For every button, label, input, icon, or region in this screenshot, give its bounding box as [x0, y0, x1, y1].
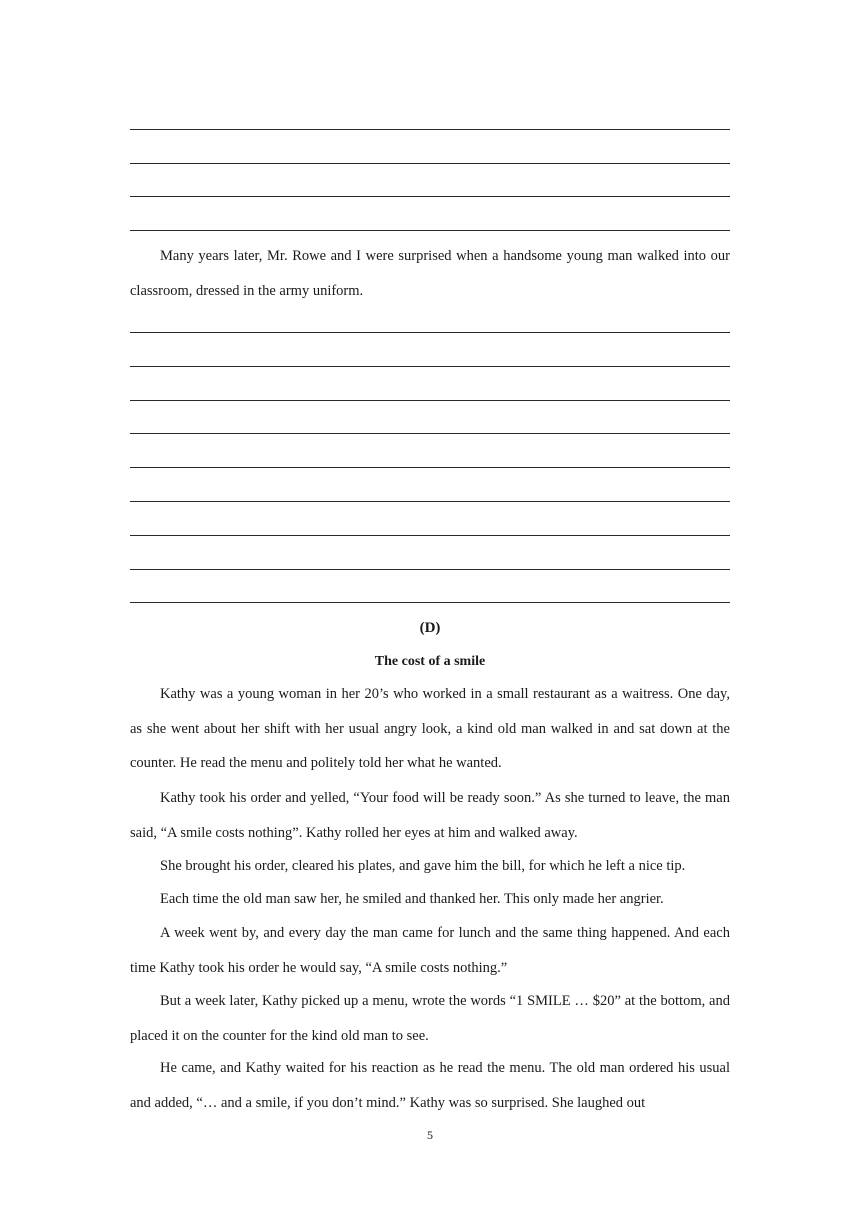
writing-line [130, 433, 730, 434]
writing-line [130, 163, 730, 164]
story-paragraph: Kathy was a young woman in her 20’s who worked in a small restaurant as a waitress. One day, as she went about her shift with her usual angry look, a kind old man walked in and sat down at the counter. He read the menu and politely told her what he wanted. [130, 686, 730, 771]
writing-line [130, 467, 730, 468]
story-paragraph: He came, and Kathy waited for his reaction as he read the menu. The old man ordered his usual and added, “… and a smile, if you don’t mind.” Kathy was so surprised. She laughed out [130, 1060, 730, 1111]
document-page [130, 0, 730, 1216]
section-label: (D) [419, 620, 441, 636]
story-paragraph: Each time the old man saw her, he smiled and thanked her. This only made her angrier. [160, 891, 664, 907]
writing-line [130, 400, 730, 401]
story-title: The cost of a smile [374, 654, 486, 669]
writing-line [130, 535, 730, 536]
writing-line [130, 602, 730, 603]
page-number: 5 [427, 1128, 433, 1142]
continuation-prompt: Many years later, Mr. Rowe and I were surprised when a handsome young man walked into our classroom, dressed in the army uniform. [130, 248, 730, 299]
writing-line [130, 366, 730, 367]
writing-line [130, 569, 730, 570]
writing-line [130, 230, 730, 231]
story-paragraph: A week went by, and every day the man came for lunch and the same thing happened. And each time Kathy took his order he would say, “A smile costs nothing.” [130, 925, 730, 976]
writing-line [130, 332, 730, 333]
story-paragraph: But a week later, Kathy picked up a menu, wrote the words “1 SMILE … $20” at the bottom, and placed it on the counter for the kind old man to see. [130, 993, 730, 1044]
writing-line [130, 129, 730, 130]
story-paragraph: She brought his order, cleared his plates, and gave him the bill, for which he left a nice tip. [160, 858, 686, 874]
story-paragraph: Kathy took his order and yelled, “Your food will be ready soon.” As she turned to leave, the man said, “A smile costs nothing”. Kathy rolled her eyes at him and walked away. [130, 790, 730, 841]
writing-line [130, 196, 730, 197]
writing-line [130, 501, 730, 502]
